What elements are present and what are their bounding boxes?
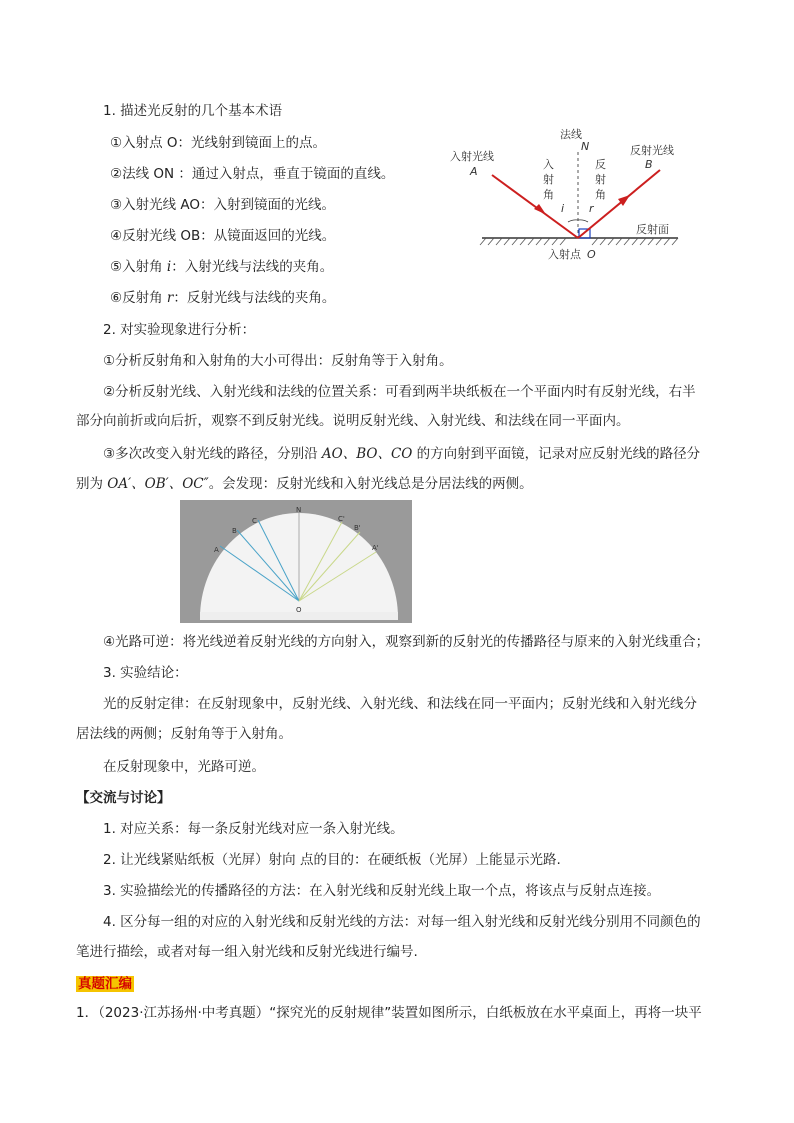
discussion-4-line-1: 4. 区分每一组的对应的入射光线和反射光线的方法：对每一组入射光线和反射光线分别用不同颜色的 <box>103 914 701 930</box>
analysis-3-line-2: 别为 OA′、OB′、OC″。会发现：反射光线和入射光线总是分居法线的两侧。 <box>76 476 533 492</box>
analysis-3-line-1: ③多次改变入射光线的路径，分别沿 AO、BO、CO 的方向射到平面镜，记录对应反射光线的路径分 <box>103 446 701 462</box>
analysis-4: ④光路可逆：将光线逆着反射光线的方向射入，观察到新的反射光的传播路径与原来的入射光线重合； <box>103 634 710 650</box>
mirror-hatching <box>480 238 678 245</box>
reversibility-statement: 在反射现象中，光路可逆。 <box>103 759 265 775</box>
exam-section-tag: 真题汇编 <box>78 976 132 992</box>
reflection-diagram <box>440 120 690 265</box>
analysis-1: ①分析反射角和入射角的大小可得出：反射角等于入射角。 <box>103 353 453 369</box>
incident-angle-label-3: 角 <box>543 188 554 201</box>
photo-label-C: C <box>252 517 257 525</box>
incident-ray-label: 入射光线 <box>450 150 494 163</box>
exam-question-1: 1．（2023·江苏扬州·中考真题）“探究光的反射规律”装置如图所示，白纸板放在水平桌面上，再将一块平 <box>76 1005 702 1021</box>
point-A: A <box>470 165 478 178</box>
analysis-2-line-1: ②分析反射光线、入射光线和法线的位置关系：可看到两半块纸板在一个平面内时有反射光线，右半 <box>103 384 696 400</box>
point-O: O <box>587 248 596 261</box>
photo-label-A: A <box>214 546 219 554</box>
term-incident-ray: ③入射光线 AO：入射到镜面的光线。 <box>110 197 336 213</box>
discussion-3: 3. 实验描绘光的传播路径的方法：在入射光线和反射光线上取一个点，将该点与反射点连接。 <box>103 883 661 899</box>
section-3-heading: 3. 实验结论： <box>103 665 188 681</box>
photo-label-C2: C' <box>338 515 345 523</box>
normal-label: 法线 <box>560 128 582 141</box>
reflected-angle-arc <box>578 220 588 222</box>
photo-label-N: N <box>296 506 302 514</box>
term-incident-angle: ⑤入射角 i：入射光线与法线的夹角。 <box>110 259 334 275</box>
discussion-4-line-2: 笔进行描绘，或者对每一组入射光线和反射光线进行编号. <box>76 944 418 960</box>
angle-r: r <box>589 202 594 215</box>
reflected-angle-label-1: 反 <box>595 158 606 171</box>
reflected-ray-label: 反射光线 <box>630 144 674 157</box>
incident-angle-label-1: 入 <box>543 158 554 171</box>
photo-label-O: O <box>296 606 302 614</box>
analysis-2-line-2: 部分向前折或向后折，观察不到反射光线。说明反射光线、入射光线、和法线在同一平面内。 <box>76 413 630 429</box>
mirror-label: 反射面 <box>636 223 669 236</box>
term-reflected-ray: ④反射光线 OB：从镜面返回的光线。 <box>110 228 336 244</box>
section-1-heading: 1. 描述光反射的几个基本术语 <box>103 103 283 119</box>
photo-label-B2: B' <box>354 524 361 532</box>
discussion-2: 2. 让光线紧贴纸板（光屏）射向 点的目的：在硬纸板（光屏）上能显示光路. <box>103 852 561 868</box>
incident-ray <box>492 175 578 238</box>
photo-label-A2: A' <box>372 544 379 552</box>
reflection-law-line-1: 光的反射定律：在反射现象中，反射光线、入射光线、和法线在同一平面内；反射光线和入射光线分 <box>103 696 697 712</box>
angle-i: i <box>561 202 565 215</box>
incident-arrowhead <box>534 204 546 215</box>
term-reflected-angle: ⑥反射角 r：反射光线与法线的夹角。 <box>110 290 336 306</box>
normal-N: N <box>581 140 590 153</box>
reflected-angle-label-3: 角 <box>595 188 606 201</box>
point-B: B <box>645 158 653 171</box>
discussion-1: 1. 对应关系：每一条反射光线对应一条入射光线。 <box>103 821 404 837</box>
section-2-heading: 2. 对实验现象进行分析： <box>103 322 256 338</box>
reflected-angle-label-2: 射 <box>595 173 606 186</box>
discussion-title: 【交流与讨论】 <box>76 790 171 806</box>
photo-label-B: B <box>232 527 237 535</box>
reflection-law-line-2: 居法线的两侧；反射角等于入射角。 <box>76 726 292 742</box>
incident-angle-label-2: 射 <box>543 173 554 186</box>
experiment-photo <box>180 500 412 623</box>
incident-point-label: 入射点 <box>548 248 581 261</box>
term-incident-point: ①入射点 O：光线射到镜面上的点。 <box>110 135 327 151</box>
term-normal: ②法线 ON ：通过入射点，垂直于镜面的直线。 <box>110 166 395 182</box>
incident-angle-arc <box>568 220 578 222</box>
